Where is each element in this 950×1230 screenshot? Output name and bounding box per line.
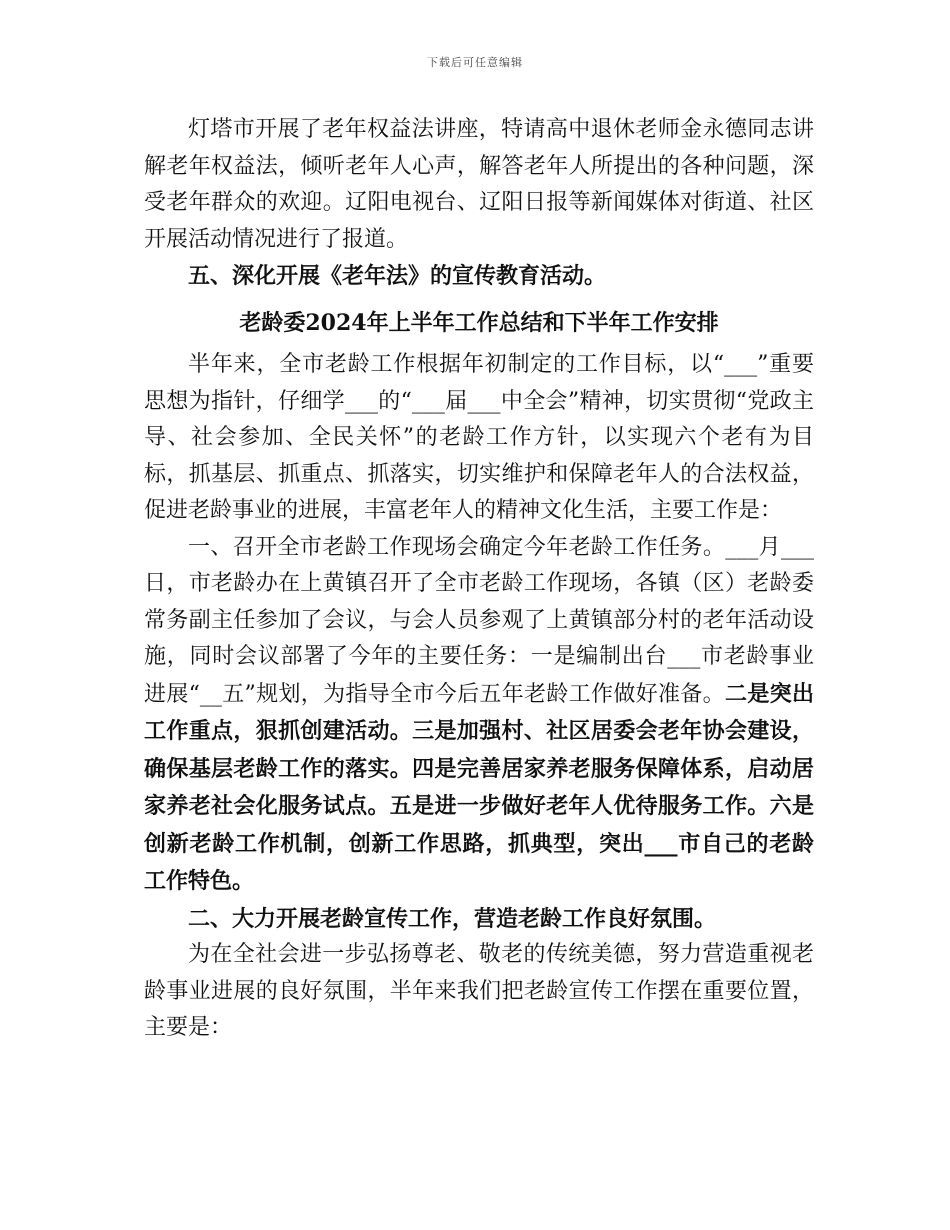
page-header-note: 下载后可任意编辑	[427, 56, 523, 69]
section-heading-two: 二、大力开展老龄宣传工作，营造老龄工作良好氛围。	[188, 905, 717, 932]
paragraph-intro: 半年来，全市老龄工作根据年初制定的工作目标，以“___”重要思想为指针，仔细学___的“___届___中全会”精神，切实贯彻“党政主导、社会参加、全民关怀”的老龄工作方针，以实现六个老有为目标，抓基层、抓重点、抓落实，切实维护和保障老年人的合法权益，促进老龄事业的进展，丰富老年人的精神文化生活，主要工作是：	[144, 352, 814, 523]
section-one-bold-text: 二是突出工作重点，狠抓创建活动。三是加强村、社区居委会老年协会建设，确保基层老龄工作的落实。四是完善居家养老服务保障体系，启动居家养老社会化服务试点。五是进一步做好老年人优待服务工作。六是创新老龄工作机制，创新工作思路，抓典型，突出___市自己的老龄工作特色。	[144, 680, 814, 894]
section-heading-five: 五、深化开展《老年法》的宣传教育活动。	[188, 263, 607, 289]
document-body	[144, 112, 814, 1047]
paragraph-lecture: 灯塔市开展了老年权益法讲座，特请高中退休老师金永德同志讲解老年权益法，倾听老年人心声，解答老年人所提出的各种问题，深受老年群众的欢迎。辽阳电视台、辽阳日报等新闻媒体对街道、社区开展活动情况进行了报道。	[144, 117, 814, 252]
section-one-text: 一、召开全市老龄工作现场会确定今年老龄工作任务。___月___日，市老龄办在上黄镇召开了全市老龄工作现场，各镇（区）老龄委常务副主任参加了会议，与会人员参观了上黄镇部分村的老年活动设施，同时会议部署了今年的主要任务：一是编制出台___市老龄事业进展“__五”规划，为指导全市今后五年老龄工作做好准备。	[144, 534, 814, 707]
document-title: 老龄委2024年上半年工作总结和下半年工作安排	[239, 309, 719, 336]
paragraph-section-one	[144, 530, 814, 901]
paragraph-publicity: 为在全社会进一步弘扬尊老、敬老的传统美德，努力营造重视老龄事业进展的良好氛围，半年来我们把老龄宣传工作摆在重要位置，主要是：	[144, 942, 814, 1040]
